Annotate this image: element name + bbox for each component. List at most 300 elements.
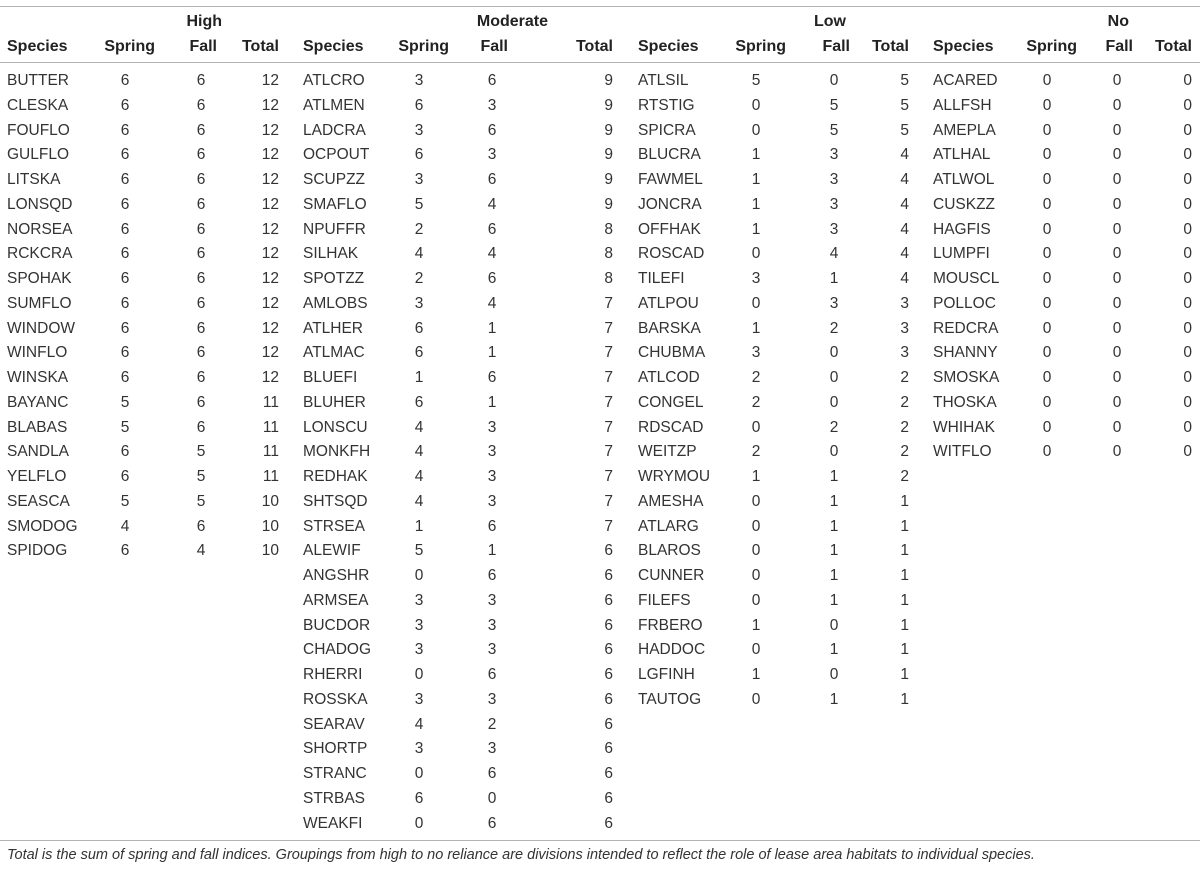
fall-value-cell: 1 xyxy=(829,468,839,485)
total-value-cell: 0 xyxy=(1183,270,1192,287)
species-code-cell: AMESHA xyxy=(638,492,704,510)
header-spring-low: Spring xyxy=(735,38,786,55)
total-value-cell: 10 xyxy=(261,542,279,560)
spring-value-cell: 1 xyxy=(414,517,424,535)
total-value-cell: 12 xyxy=(261,369,279,386)
total-value-cell: 1 xyxy=(900,616,909,634)
species-code-cell: ALLFSH xyxy=(933,96,992,114)
spring-value-cell: 1 xyxy=(751,171,761,188)
fall-value-cell: 3 xyxy=(487,443,497,461)
spring-value-cell: 3 xyxy=(414,591,424,609)
total-value-cell: 11 xyxy=(262,418,279,436)
total-value-cell: 0 xyxy=(1183,220,1192,238)
species-code-cell: WINDOW xyxy=(7,319,76,337)
total-value-cell: 5 xyxy=(900,96,909,114)
fall-value-cell: 3 xyxy=(829,171,839,188)
fall-value-cell: 0 xyxy=(1112,393,1122,411)
header-total-high: Total xyxy=(241,38,279,55)
spring-value-cell: 6 xyxy=(120,369,130,386)
species-code-cell: BLUHER xyxy=(303,393,366,411)
total-value-cell: 3 xyxy=(900,344,909,362)
species-code-cell: ARMSEA xyxy=(303,591,369,609)
total-value-cell: 0 xyxy=(1183,121,1192,139)
total-value-cell: 11 xyxy=(262,393,279,411)
fall-value-cell: 6 xyxy=(196,369,206,386)
header-rule xyxy=(0,62,1200,63)
total-value-cell: 4 xyxy=(900,146,909,164)
fall-value-cell: 5 xyxy=(196,443,206,461)
fall-value-cell: 1 xyxy=(829,591,839,609)
species-code-cell: SPICRA xyxy=(638,121,696,139)
species-code-cell: ATLCRO xyxy=(303,72,365,89)
group-label-no: No xyxy=(1107,13,1129,30)
fall-value-cell: 0 xyxy=(1112,195,1122,213)
fall-value-cell: 6 xyxy=(196,319,206,337)
spring-value-cell: 0 xyxy=(1042,72,1052,89)
header-fall-low: Fall xyxy=(822,38,850,55)
species-code-cell: SHTSQD xyxy=(303,492,368,510)
fall-value-cell: 0 xyxy=(1112,418,1122,436)
spring-value-cell: 0 xyxy=(1042,146,1052,164)
total-value-cell: 2 xyxy=(900,418,909,436)
spring-value-cell: 0 xyxy=(1042,418,1052,436)
spring-value-cell: 0 xyxy=(1042,96,1052,114)
total-value-cell: 1 xyxy=(900,492,909,510)
total-value-cell: 8 xyxy=(604,245,613,263)
species-code-cell: WINSKA xyxy=(7,369,69,386)
species-code-cell: HAGFIS xyxy=(933,220,991,238)
total-value-cell: 2 xyxy=(900,468,909,485)
total-value-cell: 12 xyxy=(261,96,279,114)
total-value-cell: 9 xyxy=(604,146,613,164)
total-value-cell: 5 xyxy=(900,72,909,89)
fall-value-cell: 6 xyxy=(487,121,497,139)
total-value-cell: 0 xyxy=(1183,171,1192,188)
spring-value-cell: 5 xyxy=(751,72,761,89)
total-value-cell: 6 xyxy=(604,641,613,659)
species-code-cell: NPUFFR xyxy=(303,220,366,238)
total-value-cell: 1 xyxy=(900,641,909,659)
total-value-cell: 8 xyxy=(604,220,613,238)
fall-value-cell: 1 xyxy=(487,542,497,560)
total-value-cell: 3 xyxy=(900,319,909,337)
species-code-cell: REDHAK xyxy=(303,468,368,485)
species-code-cell: MONKFH xyxy=(303,443,371,461)
species-code-cell: THOSKA xyxy=(933,393,997,411)
fall-value-cell: 1 xyxy=(829,690,839,708)
total-value-cell: 9 xyxy=(604,96,613,114)
spring-value-cell: 1 xyxy=(751,616,761,634)
spring-value-cell: 0 xyxy=(751,418,761,436)
spring-value-cell: 6 xyxy=(120,121,130,139)
spring-value-cell: 6 xyxy=(120,245,130,263)
fall-value-cell: 4 xyxy=(487,294,497,312)
fall-value-cell: 0 xyxy=(829,666,839,683)
species-code-cell: ATLHER xyxy=(303,319,364,337)
species-code-cell: RCKCRA xyxy=(7,245,73,263)
fall-value-cell: 0 xyxy=(1112,96,1122,114)
total-value-cell: 7 xyxy=(604,294,613,312)
species-code-cell: OFFHAK xyxy=(638,220,701,238)
fall-value-cell: 0 xyxy=(829,72,839,89)
total-value-cell: 7 xyxy=(604,517,613,535)
fall-value-cell: 0 xyxy=(1112,369,1122,386)
species-code-cell: STRANC xyxy=(303,765,367,782)
spring-value-cell: 0 xyxy=(751,567,761,584)
total-value-cell: 12 xyxy=(261,344,279,362)
fall-value-cell: 0 xyxy=(1112,319,1122,337)
species-code-cell: ATLHAL xyxy=(933,146,991,164)
fall-value-cell: 3 xyxy=(829,220,839,238)
spring-value-cell: 0 xyxy=(414,765,424,782)
fall-value-cell: 6 xyxy=(196,195,206,213)
total-value-cell: 12 xyxy=(261,294,279,312)
species-code-cell: STRSEA xyxy=(303,517,366,535)
spring-value-cell: 6 xyxy=(120,72,130,89)
spring-value-cell: 6 xyxy=(414,789,424,807)
fall-value-cell: 6 xyxy=(196,121,206,139)
fall-value-cell: 0 xyxy=(829,393,839,411)
spring-value-cell: 3 xyxy=(414,740,424,758)
total-value-cell: 4 xyxy=(900,171,909,188)
species-code-cell: TILEFI xyxy=(638,270,685,287)
spring-value-cell: 1 xyxy=(751,146,761,164)
spring-value-cell: 6 xyxy=(414,96,424,114)
spring-value-cell: 6 xyxy=(120,468,130,485)
total-value-cell: 11 xyxy=(262,443,279,461)
header-species-high: Species xyxy=(7,38,68,55)
total-value-cell: 6 xyxy=(604,765,613,782)
header-total-moderate: Total xyxy=(575,38,613,55)
total-value-cell: 0 xyxy=(1183,245,1192,263)
species-code-cell: BLABAS xyxy=(7,418,68,436)
fall-value-cell: 6 xyxy=(487,220,497,238)
fall-value-cell: 6 xyxy=(487,765,497,782)
total-value-cell: 6 xyxy=(604,789,613,807)
total-value-cell: 9 xyxy=(604,121,613,139)
spring-value-cell: 3 xyxy=(414,616,424,634)
species-code-cell: SANDLA xyxy=(7,443,70,461)
total-value-cell: 0 xyxy=(1183,344,1192,362)
species-code-cell: FAWMEL xyxy=(638,171,703,188)
fall-value-cell: 0 xyxy=(1112,220,1122,238)
species-code-cell: ACARED xyxy=(933,72,998,89)
species-code-cell: BARSKA xyxy=(638,319,701,337)
species-code-cell: NORSEA xyxy=(7,220,73,238)
fall-value-cell: 5 xyxy=(196,492,206,510)
total-value-cell: 4 xyxy=(900,195,909,213)
total-value-cell: 0 xyxy=(1183,369,1192,386)
spring-value-cell: 4 xyxy=(414,468,424,485)
total-value-cell: 3 xyxy=(900,294,909,312)
species-code-cell: BLUCRA xyxy=(638,146,701,164)
species-code-cell: BLAROS xyxy=(638,542,701,560)
spring-value-cell: 1 xyxy=(751,319,761,337)
spring-value-cell: 3 xyxy=(414,294,424,312)
fall-value-cell: 2 xyxy=(829,319,839,337)
spring-value-cell: 0 xyxy=(751,641,761,659)
spring-value-cell: 0 xyxy=(751,542,761,560)
total-value-cell: 6 xyxy=(604,542,613,560)
total-value-cell: 0 xyxy=(1183,72,1192,89)
header-fall-high: Fall xyxy=(189,38,217,55)
fall-value-cell: 0 xyxy=(1112,294,1122,312)
species-code-cell: TAUTOG xyxy=(638,690,702,708)
fall-value-cell: 6 xyxy=(196,146,206,164)
species-code-cell: SEASCA xyxy=(7,492,70,510)
spring-value-cell: 6 xyxy=(414,146,424,164)
bottom-rule xyxy=(0,840,1200,841)
spring-value-cell: 0 xyxy=(1042,294,1052,312)
total-value-cell: 6 xyxy=(604,814,613,832)
fall-value-cell: 1 xyxy=(829,567,839,584)
total-value-cell: 2 xyxy=(900,443,909,461)
species-code-cell: ATLMAC xyxy=(303,344,365,362)
fall-value-cell: 3 xyxy=(487,96,497,114)
species-code-cell: SCUPZZ xyxy=(303,171,365,188)
fall-value-cell: 0 xyxy=(1112,121,1122,139)
species-code-cell: SPIDOG xyxy=(7,542,68,560)
species-code-cell: WEITZP xyxy=(638,443,697,461)
total-value-cell: 6 xyxy=(604,690,613,708)
total-value-cell: 0 xyxy=(1183,294,1192,312)
fall-value-cell: 5 xyxy=(196,468,206,485)
fall-value-cell: 5 xyxy=(829,121,839,139)
fall-value-cell: 6 xyxy=(487,814,497,832)
species-code-cell: SMOSKA xyxy=(933,369,1000,386)
spring-value-cell: 0 xyxy=(1042,369,1052,386)
fall-value-cell: 6 xyxy=(196,517,206,535)
total-value-cell: 0 xyxy=(1183,443,1192,461)
fall-value-cell: 6 xyxy=(196,344,206,362)
spring-value-cell: 4 xyxy=(414,418,424,436)
total-value-cell: 8 xyxy=(604,270,613,287)
species-code-cell: WHIHAK xyxy=(933,418,995,436)
total-value-cell: 12 xyxy=(261,72,279,89)
total-value-cell: 0 xyxy=(1183,319,1192,337)
spring-value-cell: 3 xyxy=(414,72,424,89)
spring-value-cell: 1 xyxy=(751,666,761,683)
species-code-cell: WINFLO xyxy=(7,344,68,362)
species-code-cell: LGFINH xyxy=(638,666,695,683)
total-value-cell: 0 xyxy=(1183,146,1192,164)
species-code-cell: CHADOG xyxy=(303,641,372,659)
spring-value-cell: 4 xyxy=(414,715,424,733)
fall-value-cell: 4 xyxy=(196,542,206,560)
total-value-cell: 4 xyxy=(900,245,909,263)
spring-value-cell: 0 xyxy=(414,814,424,832)
species-code-cell: STRBAS xyxy=(303,789,366,807)
fall-value-cell: 0 xyxy=(1112,72,1122,89)
spring-value-cell: 0 xyxy=(751,517,761,535)
spring-value-cell: 2 xyxy=(751,393,761,411)
total-value-cell: 1 xyxy=(900,517,909,535)
spring-value-cell: 6 xyxy=(120,344,130,362)
fall-value-cell: 4 xyxy=(829,245,839,263)
top-rule xyxy=(0,6,1200,7)
total-value-cell: 6 xyxy=(604,567,613,584)
species-code-cell: CUSKZZ xyxy=(933,195,995,213)
total-value-cell: 7 xyxy=(604,319,613,337)
total-value-cell: 9 xyxy=(604,72,613,89)
species-code-cell: ATLWOL xyxy=(933,171,995,188)
species-code-cell: SMODOG xyxy=(7,517,78,535)
species-code-cell: POLLOC xyxy=(933,294,996,312)
total-value-cell: 7 xyxy=(604,344,613,362)
species-code-cell: SMAFLO xyxy=(303,195,367,213)
fall-value-cell: 0 xyxy=(829,369,839,386)
spring-value-cell: 0 xyxy=(1042,443,1052,461)
spring-value-cell: 6 xyxy=(120,294,130,312)
species-code-cell: SEARAV xyxy=(303,715,365,733)
species-code-cell: LUMPFI xyxy=(933,245,990,263)
total-value-cell: 10 xyxy=(261,517,279,535)
species-code-cell: CUNNER xyxy=(638,567,705,584)
total-value-cell: 0 xyxy=(1183,393,1192,411)
fall-value-cell: 6 xyxy=(487,270,497,287)
fall-value-cell: 6 xyxy=(196,72,206,89)
spring-value-cell: 0 xyxy=(751,121,761,139)
total-value-cell: 12 xyxy=(261,245,279,263)
species-code-cell: AMLOBS xyxy=(303,294,368,312)
spring-value-cell: 0 xyxy=(1042,319,1052,337)
total-value-cell: 6 xyxy=(604,591,613,609)
fall-value-cell: 6 xyxy=(196,96,206,114)
spring-value-cell: 1 xyxy=(751,220,761,238)
spring-value-cell: 6 xyxy=(120,146,130,164)
species-code-cell: ATLPOU xyxy=(638,294,699,312)
spring-value-cell: 4 xyxy=(414,492,424,510)
spring-value-cell: 6 xyxy=(120,443,130,461)
total-value-cell: 1 xyxy=(900,567,909,584)
header-species-low: Species xyxy=(638,38,699,55)
spring-value-cell: 2 xyxy=(414,270,424,287)
fall-value-cell: 6 xyxy=(196,171,206,188)
spring-value-cell: 6 xyxy=(120,270,130,287)
species-code-cell: RTSTIG xyxy=(638,96,695,114)
spring-value-cell: 0 xyxy=(1042,270,1052,287)
spring-value-cell: 6 xyxy=(120,171,130,188)
fall-value-cell: 6 xyxy=(487,171,497,188)
species-code-cell: HADDOC xyxy=(638,641,706,659)
species-code-cell: RDSCAD xyxy=(638,418,704,436)
species-code-cell: LONSQD xyxy=(7,195,73,213)
fall-value-cell: 1 xyxy=(487,393,497,411)
species-code-cell: BAYANC xyxy=(7,393,69,411)
fall-value-cell: 0 xyxy=(829,443,839,461)
spring-value-cell: 6 xyxy=(120,542,130,560)
fall-value-cell: 3 xyxy=(487,641,497,659)
fall-value-cell: 1 xyxy=(829,641,839,659)
fall-value-cell: 6 xyxy=(196,294,206,312)
total-value-cell: 5 xyxy=(900,121,909,139)
species-code-cell: FILEFS xyxy=(638,591,691,609)
total-value-cell: 7 xyxy=(604,369,613,386)
total-value-cell: 12 xyxy=(261,220,279,238)
fall-value-cell: 0 xyxy=(1112,443,1122,461)
spring-value-cell: 3 xyxy=(414,690,424,708)
header-total-low: Total xyxy=(871,38,909,55)
species-code-cell: SUMFLO xyxy=(7,294,72,312)
fall-value-cell: 3 xyxy=(487,146,497,164)
group-label-moderate: Moderate xyxy=(476,13,548,30)
fall-value-cell: 4 xyxy=(487,245,497,263)
total-value-cell: 6 xyxy=(604,616,613,634)
species-code-cell: CLESKA xyxy=(7,96,69,114)
fall-value-cell: 6 xyxy=(487,517,497,535)
total-value-cell: 9 xyxy=(604,171,613,188)
spring-value-cell: 4 xyxy=(414,443,424,461)
header-fall-no: Fall xyxy=(1105,38,1133,55)
total-value-cell: 1 xyxy=(900,690,909,708)
spring-value-cell: 2 xyxy=(751,369,761,386)
fall-value-cell: 6 xyxy=(487,666,497,683)
spring-value-cell: 0 xyxy=(751,492,761,510)
spring-value-cell: 4 xyxy=(414,245,424,263)
fall-value-cell: 6 xyxy=(196,245,206,263)
species-code-cell: SPOTZZ xyxy=(303,270,365,287)
spring-value-cell: 0 xyxy=(1042,245,1052,263)
fall-value-cell: 3 xyxy=(487,492,497,510)
spring-value-cell: 2 xyxy=(414,220,424,238)
species-code-cell: LONSCU xyxy=(303,418,368,436)
fall-value-cell: 6 xyxy=(196,270,206,287)
total-value-cell: 0 xyxy=(1183,195,1192,213)
spring-value-cell: 6 xyxy=(120,96,130,114)
total-value-cell: 6 xyxy=(604,740,613,758)
spring-value-cell: 6 xyxy=(414,393,424,411)
species-code-cell: LITSKA xyxy=(7,171,61,188)
species-code-cell: BUTTER xyxy=(7,72,69,89)
total-value-cell: 12 xyxy=(261,195,279,213)
spring-value-cell: 1 xyxy=(751,468,761,485)
header-species-no: Species xyxy=(933,38,994,55)
species-code-cell: YELFLO xyxy=(7,468,67,485)
total-value-cell: 7 xyxy=(604,492,613,510)
species-code-cell: ROSCAD xyxy=(638,245,705,263)
total-value-cell: 10 xyxy=(261,492,279,510)
spring-value-cell: 5 xyxy=(120,418,130,436)
fall-value-cell: 3 xyxy=(487,468,497,485)
header-fall-moderate: Fall xyxy=(480,38,508,55)
fall-value-cell: 6 xyxy=(196,220,206,238)
fall-value-cell: 6 xyxy=(196,418,206,436)
total-value-cell: 1 xyxy=(900,542,909,560)
fall-value-cell: 1 xyxy=(487,319,497,337)
species-code-cell: MOUSCL xyxy=(933,270,1000,287)
species-code-cell: CONGEL xyxy=(638,393,704,411)
total-value-cell: 0 xyxy=(1183,96,1192,114)
spring-value-cell: 0 xyxy=(751,690,761,708)
species-code-cell: ATLSIL xyxy=(638,72,689,89)
spring-value-cell: 3 xyxy=(414,121,424,139)
spring-value-cell: 5 xyxy=(414,195,424,213)
spring-value-cell: 5 xyxy=(120,492,130,510)
species-code-cell: SHORTP xyxy=(303,740,368,758)
species-code-cell: JONCRA xyxy=(638,195,702,213)
species-code-cell: WEAKFI xyxy=(303,814,363,832)
spring-value-cell: 6 xyxy=(120,195,130,213)
total-value-cell: 12 xyxy=(261,121,279,139)
fall-value-cell: 3 xyxy=(487,690,497,708)
total-value-cell: 0 xyxy=(1183,418,1192,436)
spring-value-cell: 6 xyxy=(414,319,424,337)
fall-value-cell: 1 xyxy=(829,270,839,287)
fall-value-cell: 6 xyxy=(487,72,497,89)
total-value-cell: 4 xyxy=(900,270,909,287)
header-spring-high: Spring xyxy=(104,38,155,55)
species-code-cell: AMEPLA xyxy=(933,121,996,139)
